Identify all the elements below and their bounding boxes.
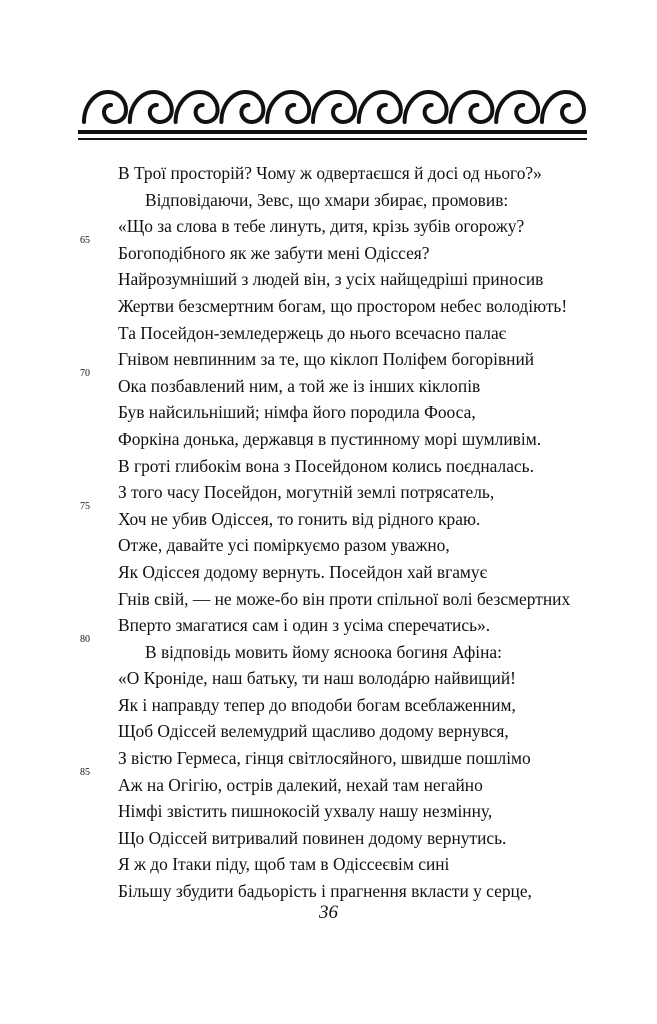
verse-line-text: Щоб Одіссей велемудрий щасливо додому вернувся, <box>118 721 509 742</box>
verse-line-text: Більшу збудити бадьорість і прагнення вкласти у серце, <box>118 881 532 902</box>
line-number: 80 <box>80 633 90 645</box>
wave-scroll-icon <box>267 92 309 122</box>
wave-scroll-icon <box>84 92 126 122</box>
verse-line <box>0 187 657 214</box>
wave-scroll-icon <box>176 92 218 122</box>
verse-line-text: Та Посейдон-земледержець до нього всечасно палає <box>118 322 507 343</box>
verse-line <box>0 500 657 533</box>
verse-line <box>0 559 657 586</box>
verse-line <box>0 665 657 692</box>
verse-line-text: Як Одіссея додому вернуть. Посейдон хай вгамує <box>118 561 488 582</box>
wave-scroll-icon <box>130 92 172 122</box>
verse-line <box>0 266 657 293</box>
line-number: 65 <box>80 234 90 246</box>
wave-scroll-icon <box>450 92 492 122</box>
verse-line <box>0 612 657 639</box>
wave-scroll-icon <box>405 92 447 122</box>
verse-line-text: Хоч не убив Одіссея, то гонить від рідного краю. <box>118 508 481 529</box>
verse-line <box>0 234 657 267</box>
wave-scroll-icon <box>542 92 584 122</box>
verse-line <box>0 293 657 320</box>
wave-scroll-icon <box>221 92 263 122</box>
verse-line <box>0 399 657 426</box>
verse-line <box>0 798 657 825</box>
verse-line-text: Вперто змагатися сам і один з усіма сперечатись». <box>118 615 491 636</box>
verse-line-text: З вістю Гермеса, гінця світлосяйного, швидше пошлімо <box>118 748 531 769</box>
verse-line <box>0 878 657 905</box>
verse-line <box>0 718 657 745</box>
verse-line-text: В відповідь мовить йому ясноока богиня Афіна: <box>145 641 502 662</box>
verse-line <box>0 479 657 506</box>
verse-line-text: Найрозумніший з людей він, з усіх найщедріші приносив <box>118 269 544 290</box>
verse-line <box>0 160 657 187</box>
wave-scroll-ornament-icon <box>78 84 587 146</box>
verse-line <box>0 532 657 559</box>
verse-line-text: Богоподібного як же забути мені Одіссея? <box>118 242 430 263</box>
verse-line-text: З того часу Посейдон, могутній землі потрясатель, <box>118 482 495 503</box>
verse-line-text: Що Одіссей витривалий повинен додому вернутись. <box>118 827 507 848</box>
verse-line-text: Форкіна донька, державця в пустинному морі шумливім. <box>118 428 542 449</box>
verse-line <box>0 633 657 666</box>
wave-scroll-icon <box>313 92 355 122</box>
verse-line-text: Жертви безсмертним богам, що простором небес володіють! <box>118 295 568 316</box>
verse-line-text: Ока позбавлений ним, а той же із інших кіклопів <box>118 375 481 396</box>
verse-line <box>0 213 657 240</box>
verse-line <box>0 586 657 613</box>
verse-line-text: «Що за слова в тебе линуть, дитя, крізь зубів огорожу? <box>118 216 525 237</box>
verse-line-text: Аж на Огігію, острів далекий, нехай там негайно <box>118 774 483 795</box>
verse-line-text: Як і направду тепер до вподоби богам всеблаженним, <box>118 694 516 715</box>
verse-line <box>0 851 657 878</box>
verse-line <box>0 766 657 799</box>
line-number: 70 <box>80 367 90 379</box>
verse-text <box>0 160 657 905</box>
verse-line-text: Гнів свій, — не може-бо він проти спільної волі безсмертних <box>118 588 571 609</box>
verse-line <box>0 426 657 453</box>
line-number: 75 <box>80 500 90 512</box>
verse-line-text: Я ж до Ітаки піду, щоб там в Одіссеєвім сині <box>118 854 450 875</box>
verse-line <box>0 367 657 400</box>
verse-line <box>0 346 657 373</box>
verse-line-text: В Трої просторій? Чому ж одвертаєшся й досі од нього?» <box>118 163 542 183</box>
verse-line <box>0 825 657 852</box>
verse-line-text: В гроті глибокім вона з Посейдоном колись поєдналась. <box>118 455 534 476</box>
verse-line-text: Відповідаючи, Зевс, що хмари збирає, промовив: <box>145 189 509 210</box>
verse-line-text: Німфі звістить пишнокосій ухвалу нашу незмінну, <box>118 801 493 822</box>
verse-line <box>0 745 657 772</box>
line-number: 85 <box>80 766 90 778</box>
verse-line-text: Був найсильніший; німфа його породила Фооса, <box>118 402 476 423</box>
verse-line-text: «О Кроніде, наш батьку, ти наш володáрю найвищий! <box>118 668 516 689</box>
wave-scroll-icon <box>496 92 538 122</box>
wave-scroll-icon <box>359 92 401 122</box>
verse-line <box>0 692 657 719</box>
verse-line <box>0 453 657 480</box>
page-number: 36 <box>319 902 338 923</box>
verse-line-text: Отже, давайте усі поміркуємо разом уважно, <box>118 535 450 556</box>
verse-line <box>0 320 657 347</box>
verse-line-text: Гнівом невпинним за те, що кіклоп Поліфем богорівний <box>118 349 535 370</box>
